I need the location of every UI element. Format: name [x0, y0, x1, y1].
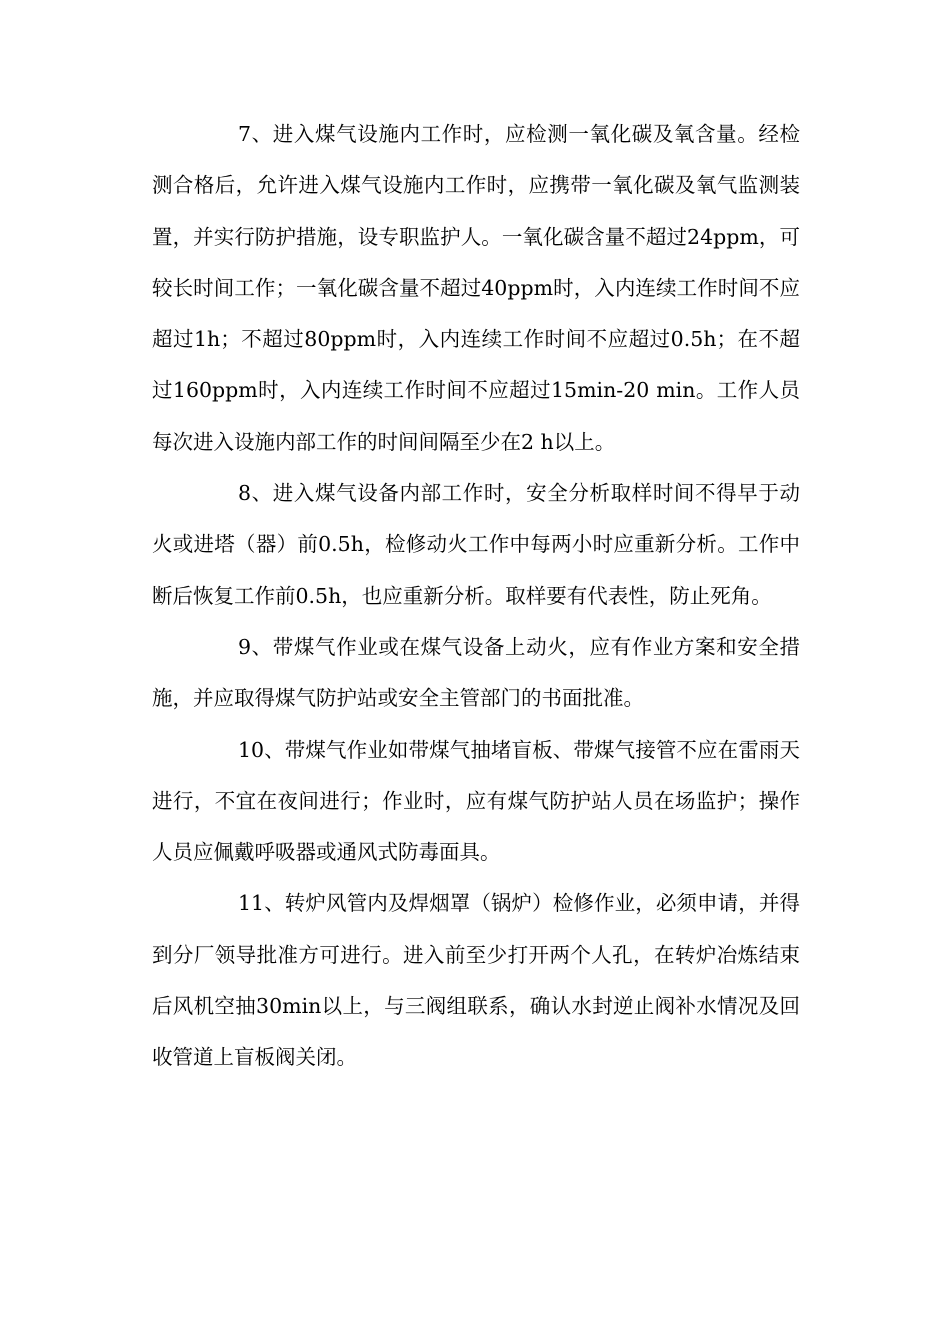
- paragraph-item-8: 8、进入煤气设备内部工作时，安全分析取样时间不得早于动火或进塔（器）前0.5h，检修动火工作中每两小时应重新分析。工作中断后恢复工作前0.5h，也应重新分析。取样要有代表性，防止死角。: [152, 481, 800, 608]
- paragraph-item-10: 10、带煤气作业如带煤气抽堵盲板、带煤气接管不应在雷雨天进行，不宜在夜间进行；作业时，应有煤气防护站人员在场监护；操作人员应佩戴呼吸器或通风式防毒面具。: [152, 737, 800, 865]
- paragraph-item-11: 11、转炉风管内及焊烟罩（锅炉）检修作业，必须申请，并得到分厂领导批准方可进行。进入前至少打开两个人孔，在转炉冶炼结束后风机空抽30min以上，与三阀组联系，确认水封逆止阀补水情况及回收管道上盲板阀关闭。: [152, 891, 800, 1070]
- paragraph-item-7: 7、进入煤气设施内工作时，应检测一氧化碳及氧含量。经检测合格后，允许进入煤气设施内工作时，应携带一氧化碳及氧气监测装置，并实行防护措施，设专职监护人。一氧化碳含量不超过24ppm，可较长时间工作；一氧化碳含量不超过40ppm时，入内连续工作时间不应超过1h；不超过80ppm时，入内连续工作时间不应超过0.5h；在不超过160ppm时，入内连续工作时间不应超过15min-20 min。工作人员每次进入设施内部工作的时间间隔至少在2 h以上。: [152, 122, 800, 454]
- paragraph-item-9: 9、带煤气作业或在煤气设备上动火，应有作业方案和安全措施，并应取得煤气防护站或安全主管部门的书面批准。: [152, 634, 800, 711]
- document-body: [152, 109, 800, 1084]
